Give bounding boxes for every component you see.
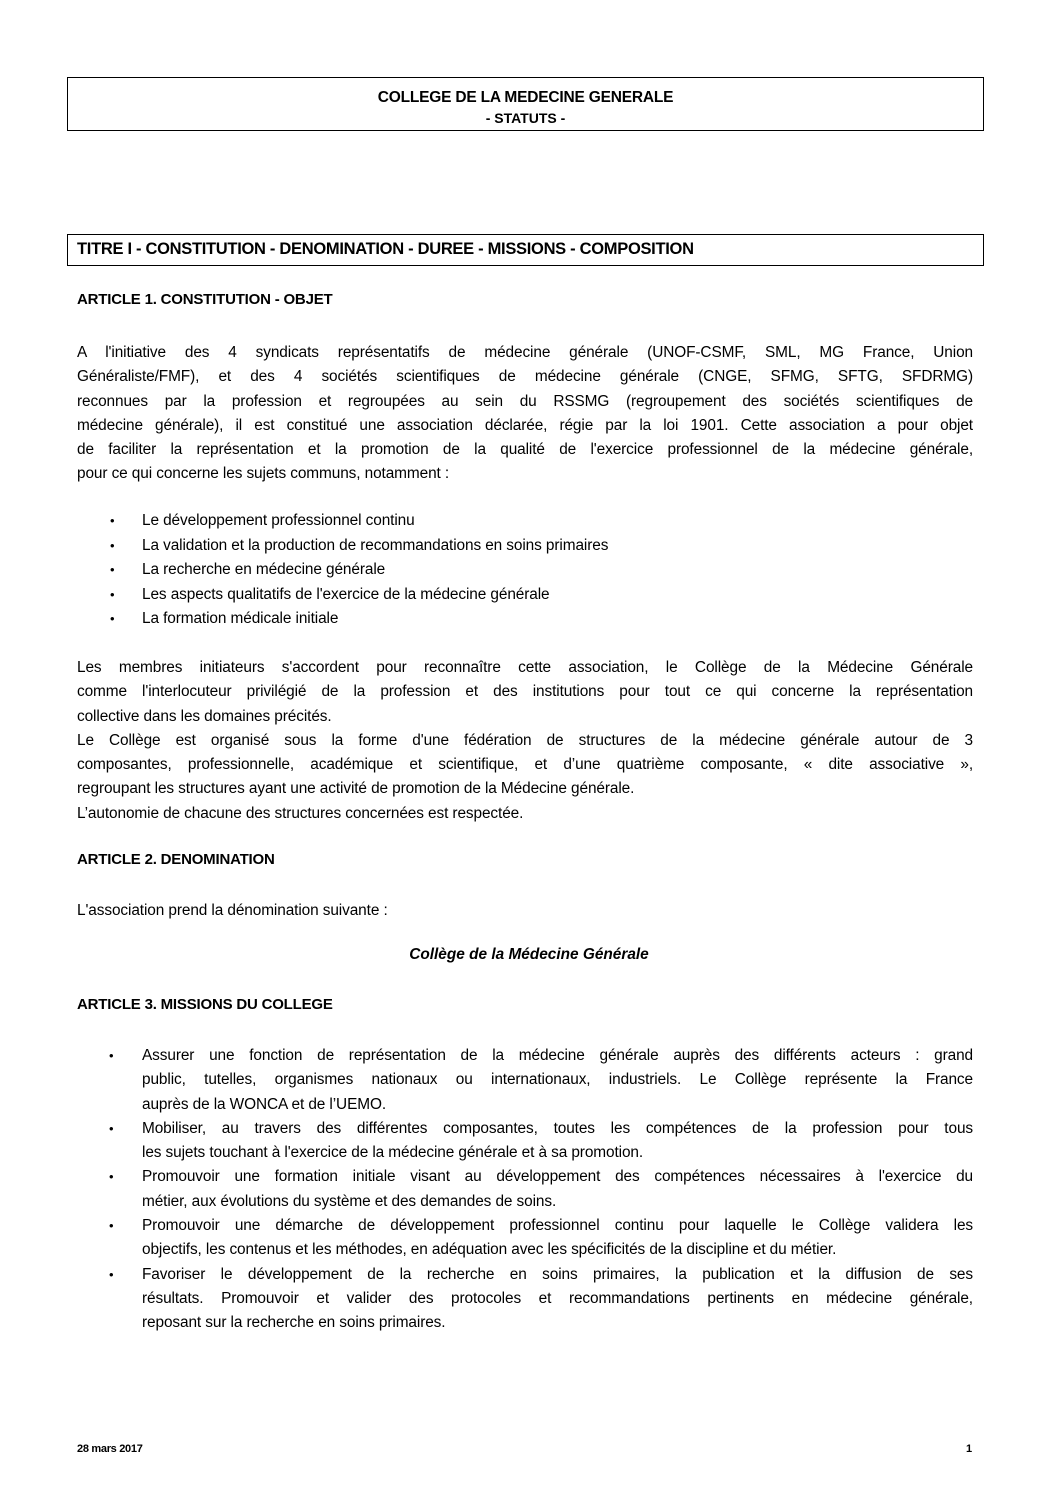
list-item-line: métier, aux évolutions du système et des demandes de soins. [142,1192,557,1210]
bullet-icon: • [109,1266,114,1282]
paragraph-line: reconnues par la profession et regroupées au sein du RSSMG (regroupement des sociétés scientifiques de [77,392,973,410]
paragraph-line: L’autonomie de chacune des structures concernées est respectée. [77,804,524,822]
list-item-line: Promouvoir une formation initiale visant au développement des compétences nécessaires à l'exercice du [142,1168,973,1186]
paragraph-line: Le Collège est organisé sous la forme d'une fédération de structures de la médecine générale autour de 3 [77,731,973,749]
list-item [0,1263,1058,1336]
list-item [0,1214,1058,1263]
page-number: 1 [966,1443,973,1455]
bullet-icon: • [110,513,115,528]
list-item-text: La formation médicale initiale [142,610,339,628]
list-item-text [142,1263,973,1336]
paragraph-line: composantes, professionnelle, académique et scientifique, et d’une quatrième composante, « dite associative », [77,756,973,774]
list-item-text: La recherche en médecine générale [142,561,386,579]
bullet-icon: • [110,611,115,627]
list-item-line: Mobiliser, au travers des différentes composantes, toutes les compétences de la profession pour tous [142,1119,973,1137]
paragraph-line: Les membres initiateurs s'accordent pour reconnaître cette association, le Collège de la Médecine Générale [77,659,973,676]
list-item [0,558,1058,583]
list-item-text [142,1165,973,1214]
paragraph-line: L'association prend la dénomination suivante : [77,902,388,919]
list-item-line: reposant sur la recherche en soins primaires. [142,1314,446,1332]
article-2-heading: ARTICLE 2. DENOMINATION [77,851,275,868]
list-item-text: La validation et la production de recommandations en soins primaires [142,536,609,554]
list-item [0,534,1058,559]
document-subtitle: - STATUTS - [485,110,566,126]
paragraph-line: pour ce qui concerne les sujets communs, notamment : [77,465,450,483]
list-item-text: Les aspects qualitatifs de l'exercice de la médecine générale [142,585,550,603]
list-item-line: Promouvoir une démarche de développement professionnel continu pour laquelle le Collège validera les [142,1217,973,1235]
list-item-line: les sujets touchant à l'exercice de la médecine générale et à sa promotion. [142,1144,644,1162]
bullet-icon: • [110,537,115,553]
bullet-icon: • [109,1218,114,1234]
section-title: TITRE I - CONSTITUTION - DENOMINATION - DUREE - MISSIONS - COMPOSITION [77,240,694,258]
list-item-line: Favoriser le développement de la recherche en soins primaires, la publication et la diffusion de ses [142,1265,973,1283]
article-2-text [77,899,973,923]
list-item [0,509,1058,534]
paragraph-line: A l'initiative des 4 syndicats représentatifs de médecine générale (UNOF-CSMF, SML, MG France, Union [77,344,973,361]
article-3-heading: ARTICLE 3. MISSIONS DU COLLEGE [77,996,333,1013]
paragraph-line: comme l'interlocuteur privilégié de la profession et des institutions pour tout ce qui concerne la représentation [77,683,973,701]
list-item-line: auprès de la WONCA et de l’UEMO. [142,1095,386,1113]
paragraph-line: médecine générale), il est constitué une association déclarée, régie par la loi 1901. Cette association a pour objet [77,416,973,434]
list-item [0,1165,1058,1214]
bullet-icon: • [109,1169,114,1185]
list-item-line: objectifs, les contenus et les méthodes, en adéquation avec les spécificités de la discipline et du métier. [142,1241,837,1259]
list-item-line: public, tutelles, organismes nationaux ou internationaux, industriels. Le Collège représente la France [142,1071,973,1089]
association-name: Collège de la Médecine Générale [409,946,649,963]
section-title-box [67,234,984,266]
paragraph-line: regroupant les structures ayant une activité de promotion de la Médecine générale. [77,780,635,798]
footer-date: 28 mars 2017 [77,1443,143,1455]
list-item-text [142,1044,973,1117]
document-title: COLLEGE DE LA MEDECINE GENERALE [377,89,674,106]
article-1-intro [77,341,973,487]
list-item-text [142,1214,973,1263]
list-item [0,583,1058,608]
paragraph-line: Généraliste/FMF), et des 4 sociétés scientifiques de médecine générale (CNGE, SFMG, SFTG, SFDRMG) [77,368,973,386]
bullet-icon: • [110,562,115,578]
document-title-box [67,77,984,131]
list-item-line: résultats. Promouvoir et valider des protocoles et recommandations pertinents en médecine générale, [142,1289,973,1307]
list-item [0,607,1058,632]
article-3-bullet-list [0,1044,1058,1336]
list-item-text [142,1117,973,1166]
list-item [0,1117,1058,1166]
article-1-bullet-list [0,509,1058,632]
article-1-heading: ARTICLE 1. CONSTITUTION - OBJET [77,291,333,308]
bullet-icon: • [109,1120,114,1136]
list-item-text: Le développement professionnel continu [142,512,415,529]
paragraph-line: de faciliter la représentation et la promotion de la qualité de l'exercice professionnel de la médecine générale, [77,441,973,459]
paragraph-line: collective dans les domaines précités. [77,707,332,725]
list-item [0,1044,1058,1117]
bullet-icon: • [109,1048,114,1063]
bullet-icon: • [110,586,115,602]
list-item-line: Assurer une fonction de représentation de la médecine générale auprès des différents acteurs : grand [142,1047,973,1064]
article-1-body [77,656,973,826]
